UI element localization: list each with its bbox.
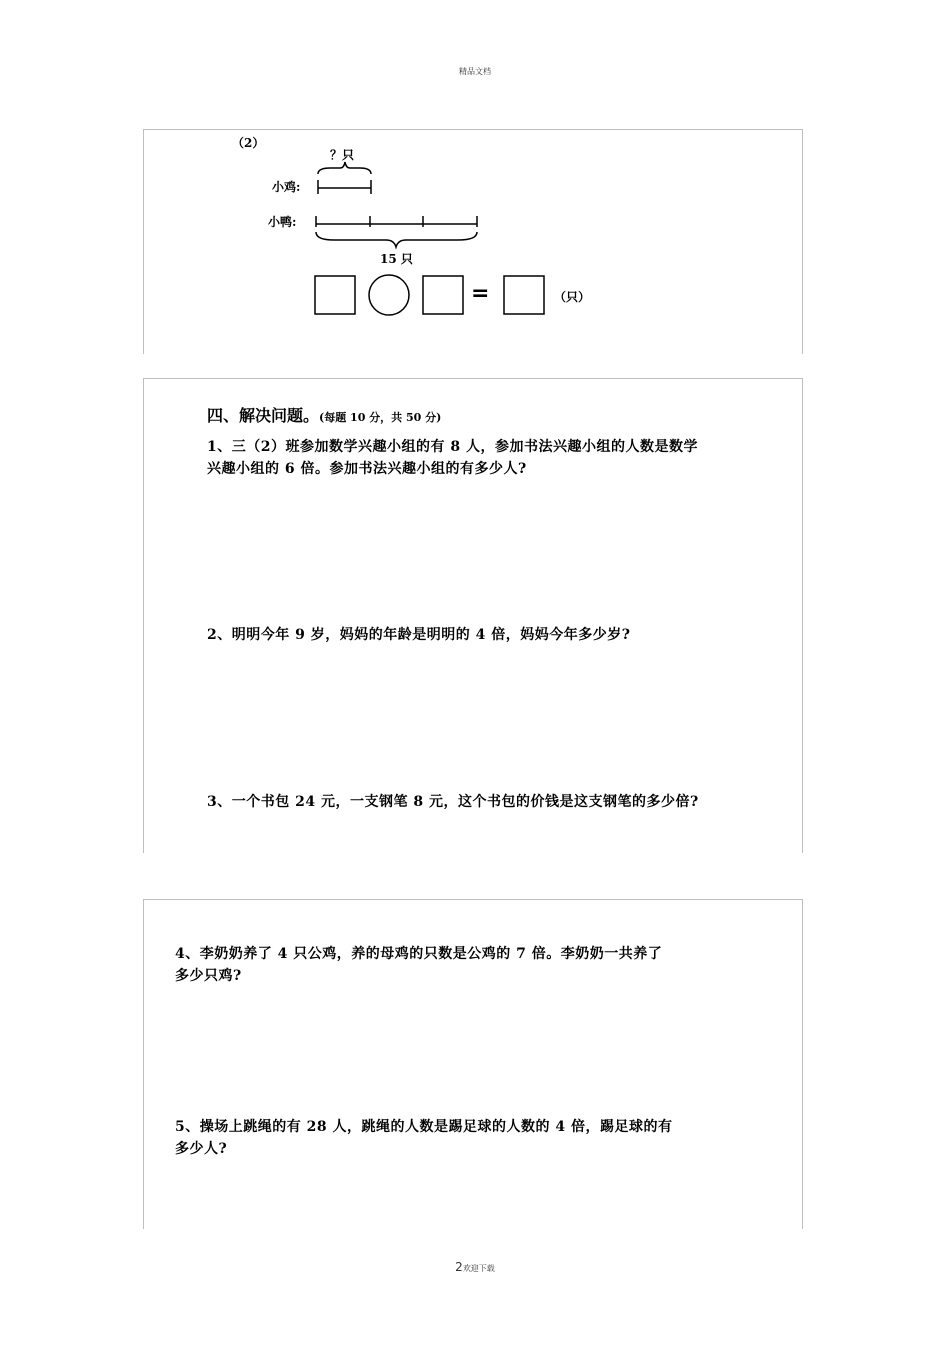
section-title: 四、解决问题。 (207, 406, 320, 425)
page-footer (0, 1260, 950, 1274)
operator-circle (369, 275, 409, 315)
page-header: 精品文档 (459, 67, 491, 76)
question-5-line-2: 多少人? (175, 1141, 228, 1157)
score-note: (每题 10 分，共 50 分) (319, 411, 442, 424)
question-2: 2、明明今年 9 岁，妈妈的年龄是明明的 4 倍，妈妈今年多少岁? (207, 627, 631, 643)
equals-sign: = (471, 281, 490, 306)
part-label: （2） (232, 136, 265, 150)
bottom-brace (316, 232, 477, 247)
duck-label: 小鸭: (268, 215, 297, 229)
page-number: 2 (455, 1260, 463, 1274)
bottom-total-label: 15 只 (380, 252, 413, 266)
questions-panel-1 (143, 378, 803, 853)
answer-box-3 (504, 276, 544, 314)
answer-box-2 (423, 276, 463, 314)
question-4-line-2: 多少只鸡? (175, 968, 242, 984)
top-quantity-label: ？只 (330, 148, 355, 162)
question-1-line-2: 兴趣小组的 6 倍。参加书法兴趣小组的有多少人? (207, 461, 527, 477)
unit-label: （只） (554, 290, 591, 304)
question-1-line-1: 1、三（2）班参加数学兴趣小组的有 8 人，参加书法兴趣小组的人数是数学 (207, 439, 698, 455)
question-4-line-1: 4、李奶奶养了 4 只公鸡，养的母鸡的只数是公鸡的 7 倍。李奶奶一共养了 (175, 946, 663, 962)
section-heading (207, 403, 441, 426)
question-5-line-1: 5、操场上跳绳的有 28 人，跳绳的人数是踢足球的人数的 4 倍，踢足球的有 (175, 1119, 673, 1135)
questions-panel-2 (143, 899, 803, 1229)
question-3: 3、一个书包 24 元，一支钢笔 8 元，这个书包的价钱是这支钢笔的多少倍? (207, 794, 699, 810)
diagram-panel (143, 129, 803, 354)
answer-box-1 (315, 276, 355, 314)
footer-text: 欢迎下载 (462, 1264, 495, 1273)
chick-label: 小鸡: (272, 180, 301, 194)
top-brace (318, 162, 371, 174)
segment-diagram (144, 130, 804, 355)
